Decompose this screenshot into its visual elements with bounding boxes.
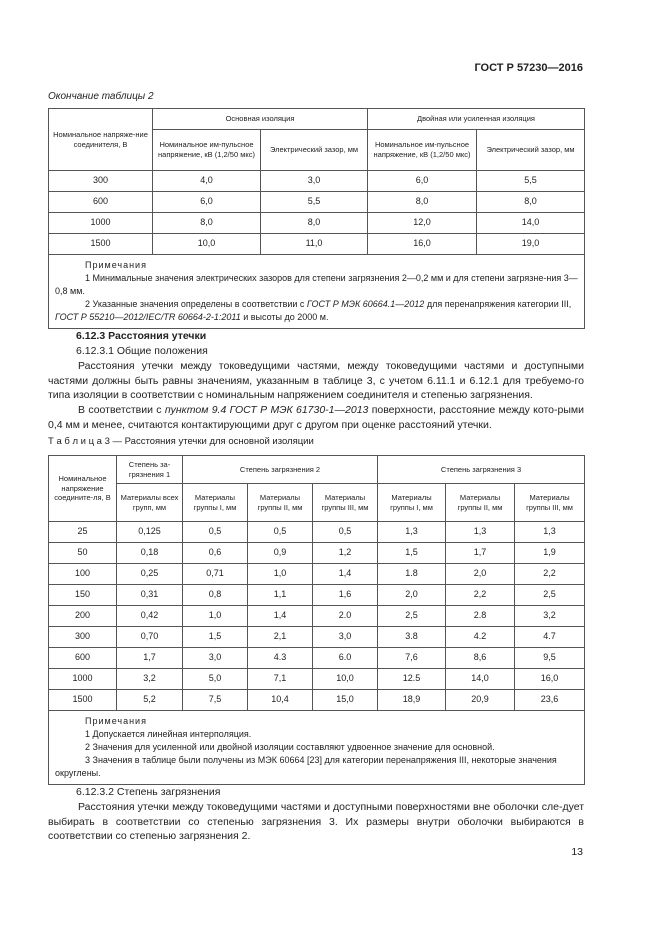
table-cell: 1,7 [446, 543, 515, 564]
table-cell: 8,6 [446, 648, 515, 669]
table2-group-double: Двойная или усиленная изоляция [368, 109, 585, 130]
table-cell: 3.8 [378, 627, 446, 648]
table-cell: 18,9 [378, 690, 446, 711]
table-cell: 7,5 [183, 690, 248, 711]
table-cell: 7,6 [378, 648, 446, 669]
table-row [49, 171, 585, 192]
table-cell: 0,42 [117, 606, 183, 627]
table3-sub-g3: Материалы группы III, мм [515, 484, 585, 522]
table3-sub-g2: Материалы группы II, мм [446, 484, 515, 522]
table-cell: 3,2 [515, 606, 585, 627]
table-cell: 3,0 [183, 648, 248, 669]
note-3: 3 Значения в таблице были получены из МЭК 60664 [23] для категории перенапряжения III, некоторые значения округлены. [55, 755, 557, 779]
table-cell: 0,18 [117, 543, 183, 564]
table-cell: 11,0 [261, 234, 368, 255]
table3-body [49, 522, 585, 711]
table-cell: 2,5 [378, 606, 446, 627]
table-cell: 3,2 [117, 669, 183, 690]
table-cell: 300 [49, 627, 117, 648]
table-cell: 150 [49, 585, 117, 606]
table-cell: 12.5 [378, 669, 446, 690]
subsection-heading: 6.12.3.2 Степень загрязнения [76, 786, 221, 798]
table3 [48, 455, 585, 785]
paragraph: Расстояния утечки между токоведущими частями и доступными поверхностями вне оболочки сле-дует выбирать в соответствии со степенью загрязнения 3. Их размеры внутри оболочки выбираются в соответствии со степенью загрязнения 2. [48, 801, 584, 843]
table-cell: 200 [49, 606, 117, 627]
table2-caption: Окончание таблицы 2 [48, 91, 154, 102]
table-cell: 1,4 [248, 606, 313, 627]
table-cell: 7,1 [248, 669, 313, 690]
table-cell: 1,4 [313, 564, 378, 585]
table-cell: 4.2 [446, 627, 515, 648]
table-row [49, 543, 585, 564]
notes-title: Примечания [85, 716, 147, 726]
table-cell: 0,71 [183, 564, 248, 585]
table-cell: 5,5 [261, 192, 368, 213]
table-row [49, 627, 585, 648]
table3-notes [49, 711, 585, 785]
table-row [49, 585, 585, 606]
table3-pd2: Степень загрязнения 2 [183, 456, 378, 484]
table-cell: 16,0 [368, 234, 477, 255]
table-cell: 0,8 [183, 585, 248, 606]
table-cell: 19,0 [477, 234, 585, 255]
table-cell: 0,9 [248, 543, 313, 564]
standard-reference: ГОСТ Р МЭК 60664.1—2012 [306, 299, 425, 310]
section-heading: 6.12.3 Расстояния утечки [76, 330, 207, 342]
table-cell: 100 [49, 564, 117, 585]
note-1: 1 Минимальные значения электрических зазоров для степени загрязнения 2—0,2 мм и для степени загрязне-ния 3—0,8 мм. [55, 273, 578, 297]
table-cell: 0,5 [183, 522, 248, 543]
table-cell: 5,5 [477, 171, 585, 192]
table-cell: 5,0 [183, 669, 248, 690]
table2-sub-impulse: Номинальное им-пульсное напряжение, кВ (1,2/50 мкс) [153, 130, 261, 171]
table-cell: 6,0 [153, 192, 261, 213]
note-2: 2 Указанные значения определены в соответствии с ГОСТ Р МЭК 60664.1—2012 для перенапряжения категории III, ГОСТ Р 55210—2012/IEC/TR 60664-2-1:2011 и высоты до 2000 м. [55, 299, 572, 323]
table2-col-voltage: Номинальное напряже-ние соединителя, В [49, 109, 153, 171]
table-cell: 0,6 [183, 543, 248, 564]
table-cell: 15,0 [313, 690, 378, 711]
standard-reference: пунктом 9.4 ГОСТ Р МЭК 61730-1—2013 [164, 404, 369, 416]
table-cell: 3,0 [261, 171, 368, 192]
table-cell: 2,2 [515, 564, 585, 585]
table-row [49, 648, 585, 669]
table3-pd3: Степень загрязнения 3 [378, 456, 585, 484]
table-cell: 600 [49, 192, 153, 213]
table-cell: 6.0 [313, 648, 378, 669]
table-cell: 20,9 [446, 690, 515, 711]
table3-sub-g1: Материалы группы I, мм [183, 484, 248, 522]
table-cell: 5,2 [117, 690, 183, 711]
note-1: 1 Допускается линейная интерполяция. [85, 729, 252, 740]
table-cell: 1000 [49, 213, 153, 234]
table-cell: 4.7 [515, 627, 585, 648]
table-cell: 8,0 [153, 213, 261, 234]
table-cell: 4.3 [248, 648, 313, 669]
table-cell: 1,0 [183, 606, 248, 627]
table3-sub-g3: Материалы группы III, мм [313, 484, 378, 522]
table-cell: 14,0 [446, 669, 515, 690]
table-cell: 600 [49, 648, 117, 669]
table-cell: 1500 [49, 234, 153, 255]
table-cell: 2,0 [378, 585, 446, 606]
table-cell: 25 [49, 522, 117, 543]
table-row [49, 564, 585, 585]
paragraph: В соответствии с пунктом 9.4 ГОСТ Р МЭК 61730-1—2013 поверхности, расстояние между кото-рыми 0,4 мм и менее, считаются контактирующими друг с другом при оценке расстояний утечки. [48, 404, 584, 431]
table-cell: 2,2 [446, 585, 515, 606]
table-row [49, 522, 585, 543]
table-cell: 1,9 [515, 543, 585, 564]
table-cell: 1500 [49, 690, 117, 711]
table-cell: 16,0 [515, 669, 585, 690]
table-cell: 50 [49, 543, 117, 564]
table3-sub-g1: Материалы группы I, мм [378, 484, 446, 522]
table-row [49, 192, 585, 213]
table3-sub-all: Материалы всех групп, мм [117, 484, 183, 522]
table-cell: 2,5 [515, 585, 585, 606]
table-cell: 0,25 [117, 564, 183, 585]
table3-caption: Т а б л и ц а 3 — Расстояния утечки для основной изоляции [48, 436, 314, 447]
table-cell: 2.8 [446, 606, 515, 627]
table-cell: 8,0 [477, 192, 585, 213]
table-cell: 10,4 [248, 690, 313, 711]
table-row [49, 690, 585, 711]
table3-pd1: Степень за-грязнения 1 [117, 456, 183, 484]
table-cell: 1,5 [183, 627, 248, 648]
table-row [49, 213, 585, 234]
table-cell: 3,0 [313, 627, 378, 648]
table2 [48, 108, 585, 329]
table2-notes [49, 255, 585, 329]
table3-sub-g2: Материалы группы II, мм [248, 484, 313, 522]
table-cell: 0,5 [248, 522, 313, 543]
table-cell: 1,7 [117, 648, 183, 669]
table-cell: 1000 [49, 669, 117, 690]
note-2: 2 Значения для усиленной или двойной изоляции составляют удвоенное значение для основной. [85, 742, 495, 753]
table2-sub-clearance: Электрический зазор, мм [261, 130, 368, 171]
notes-title: Примечания [85, 260, 147, 270]
table-cell: 1,3 [446, 522, 515, 543]
table-cell: 1.8 [378, 564, 446, 585]
table-cell: 1,0 [248, 564, 313, 585]
standard-reference: ГОСТ Р 55210—2012/IEC/TR 60664-2-1:2011 [55, 312, 241, 323]
table-cell: 2.0 [313, 606, 378, 627]
table-row [49, 234, 585, 255]
table-cell: 8,0 [368, 192, 477, 213]
table2-sub-clearance: Электрический зазор, мм [477, 130, 585, 171]
table-row [49, 606, 585, 627]
table-cell: 4,0 [153, 171, 261, 192]
table-cell: 2,0 [446, 564, 515, 585]
table-cell: 0,31 [117, 585, 183, 606]
table2-sub-impulse: Номинальное им-пульсное напряжение, кВ (1,2/50 мкс) [368, 130, 477, 171]
table3-col-voltage: Номинальное напряжение соедините-ля, В [49, 456, 117, 522]
table-cell: 0,5 [313, 522, 378, 543]
table-cell: 300 [49, 171, 153, 192]
table-cell: 1,1 [248, 585, 313, 606]
table-cell: 0,125 [117, 522, 183, 543]
table2-group-basic: Основная изоляция [153, 109, 368, 130]
table-cell: 23,6 [515, 690, 585, 711]
table-cell: 0,70 [117, 627, 183, 648]
table-cell: 14,0 [477, 213, 585, 234]
table-cell: 1,6 [313, 585, 378, 606]
table-cell: 10,0 [153, 234, 261, 255]
table-cell: 9,5 [515, 648, 585, 669]
table-cell: 1,3 [378, 522, 446, 543]
table-cell: 1,3 [515, 522, 585, 543]
subsection-heading: 6.12.3.1 Общие положения [76, 345, 208, 357]
table-cell: 6,0 [368, 171, 477, 192]
table-row [49, 669, 585, 690]
table-cell: 10,0 [313, 669, 378, 690]
document-id: ГОСТ Р 57230—2016 [474, 62, 583, 74]
paragraph: Расстояния утечки между токоведущими частями, между токоведущими частями и доступными частями должны быть равны значениям, указанным в таблице 3, с учетом 6.11.1 и 6.12.1 для требуемо-го типа изоляции в соответствии с номинальным напряжением соединителя и степенью загрязнения. [48, 360, 584, 402]
table-cell: 1,2 [313, 543, 378, 564]
table-cell: 1,5 [378, 543, 446, 564]
table-cell: 12,0 [368, 213, 477, 234]
table-cell: 2,1 [248, 627, 313, 648]
page-number: 13 [571, 846, 583, 858]
table-cell: 8,0 [261, 213, 368, 234]
